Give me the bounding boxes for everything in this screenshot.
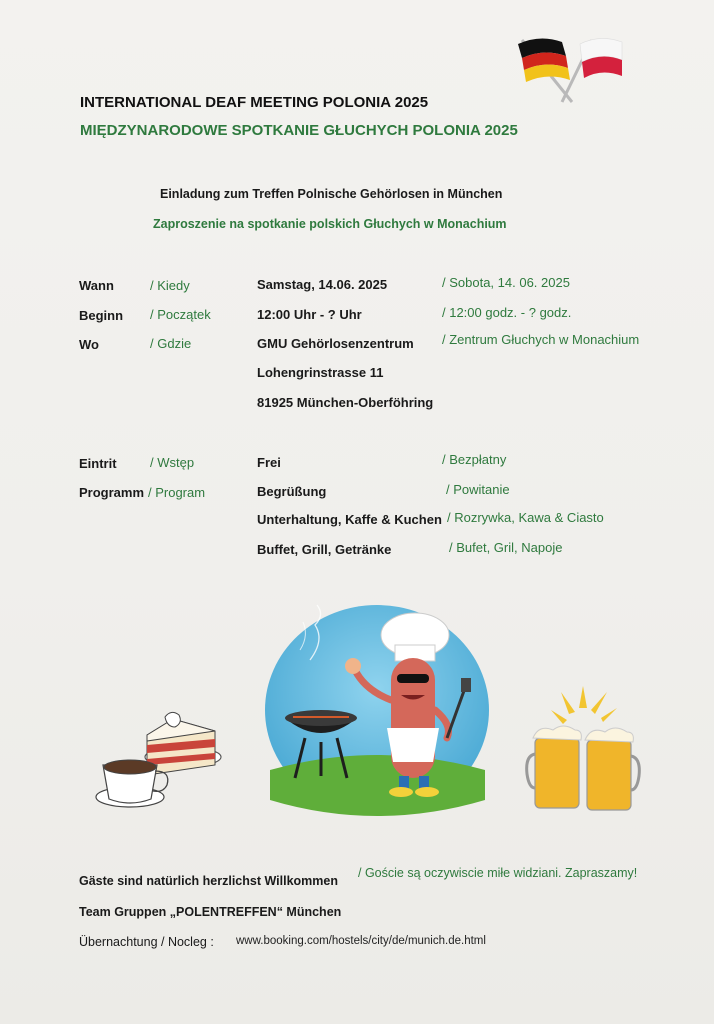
german-flag-icon: [518, 38, 570, 82]
beer-mug-right-icon: [585, 728, 639, 810]
lodging-label: Übernachtung / Nocleg :: [79, 935, 214, 949]
entry-label-de: Eintrit: [79, 456, 117, 471]
beer-mug-left-icon: [527, 726, 582, 808]
grass-ground: [270, 755, 485, 816]
program-item-de: Unterhaltung, Kaffe & Kuchen: [257, 512, 442, 527]
program-item-pl: / Rozrywka, Kawa & Ciasto: [447, 510, 604, 525]
start-label-pl: / Początek: [150, 307, 211, 322]
entry-label-pl: / Wstęp: [150, 455, 195, 470]
program-item-pl: / Bufet, Gril, Napoje: [449, 540, 563, 555]
program-item-de: Begrüßung: [257, 484, 327, 499]
start-value-pl: / 12:00 godz. - ? godz.: [442, 305, 572, 320]
where-city: 81925 München-Oberföhring: [257, 395, 434, 410]
coffee-cup-icon: [96, 760, 168, 807]
start-value-de: 12:00 Uhr - ? Uhr: [257, 307, 362, 322]
title-de: INTERNATIONAL DEAF MEETING POLONIA 2025: [80, 94, 429, 111]
entry-value-pl: / Bezpłatny: [442, 452, 507, 467]
where-value-de: GMU Gehörlosenzentrum: [257, 336, 414, 351]
grill-sausage-illustration: [265, 600, 490, 825]
flags-illustration: [510, 32, 630, 107]
welcome-de: Gäste sind natürlich herzlichst Willkommen: [79, 874, 338, 888]
start-label-de: Beginn: [79, 308, 124, 323]
team-name: Team Gruppen „POLENTREFFEN“ München: [79, 905, 342, 919]
coffee-and-cake-illustration: [95, 705, 235, 825]
where-street: Lohengrinstrasse 11: [257, 365, 384, 380]
where-value-pl: / Zentrum Głuchych w Monachium: [442, 332, 640, 347]
where-label-de: Wo: [79, 337, 99, 352]
cheers-sparkle-icon: [551, 686, 617, 724]
beer-mugs-illustration: [525, 678, 645, 818]
invitation-de: Einladung zum Treffen Polnische Gehörlosen in München: [160, 187, 503, 201]
title-pl: MIĘDZYNARODOWE SPOTKANIE GŁUCHYCH POLONIA 2025: [80, 122, 518, 139]
when-label-pl: / Kiedy: [150, 278, 190, 293]
where-label-pl: / Gdzie: [150, 336, 192, 351]
program-label-pl: / Program: [148, 485, 206, 500]
entry-value-de: Frei: [257, 455, 281, 470]
when-label-de: Wann: [79, 278, 114, 293]
polish-flag-icon: [580, 38, 622, 78]
when-value-pl: / Sobota, 14. 06. 2025: [442, 275, 570, 290]
program-item-de: Buffet, Grill, Getränke: [257, 542, 392, 557]
program-label-de: Programm: [79, 485, 145, 500]
invitation-pl: Zaproszenie na spotkanie polskich Głuchych w Monachium: [153, 217, 507, 231]
when-value-de: Samstag, 14.06. 2025: [257, 277, 388, 292]
lodging-link[interactable]: www.booking.com/hostels/city/de/munich.de.html: [236, 935, 486, 947]
welcome-pl: / Goście są oczywiscie miłe widziani. Zapraszamy!: [358, 866, 638, 880]
program-item-pl: / Powitanie: [446, 482, 510, 497]
